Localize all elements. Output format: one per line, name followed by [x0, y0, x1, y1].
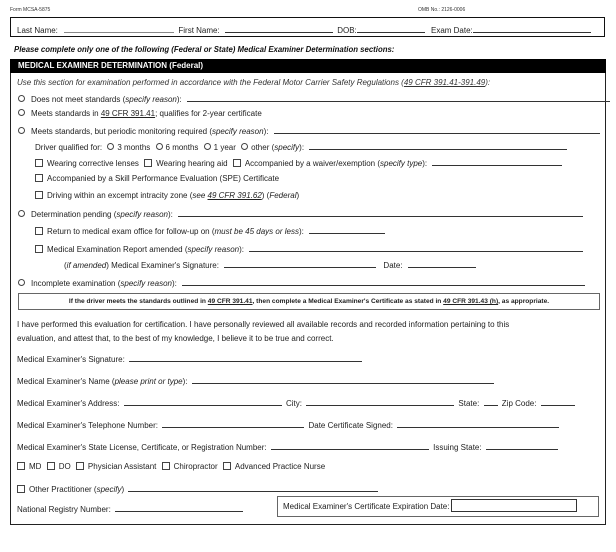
- patient-info-row: [17, 24, 591, 35]
- checkbox-advanced-practice-nurse[interactable]: [223, 462, 231, 470]
- options-qualified-durations-3-text: other (: [251, 143, 275, 152]
- last-name-label: Last Name:: [17, 26, 58, 35]
- checkbox-waiver[interactable]: [233, 159, 241, 167]
- options-return-italic-text: must be 45 days or less: [214, 227, 299, 236]
- instruction-text: Please complete only one of the following (Federal or State) Medical Examiner Determination sections:: [14, 45, 395, 54]
- examiner-credentials-2-text: Physician Assistant: [87, 462, 157, 471]
- issuing-state-field[interactable]: [486, 441, 558, 450]
- options-conditions-waiver-suffix-text: ):: [422, 159, 428, 168]
- qualified-other-field[interactable]: [309, 141, 567, 150]
- examiner-zip-field[interactable]: [541, 397, 575, 406]
- options-conditions-waiver-italic-text: specify type: [380, 159, 423, 168]
- section-intro: [17, 78, 490, 87]
- spe-row: [35, 174, 279, 183]
- info-box-suffix-text: , as appropriate.: [498, 298, 550, 305]
- qualified-for-label: Driver qualified for:: [35, 143, 103, 152]
- examiner-signature-label-text: Medical Examiner's Signature:: [17, 355, 125, 364]
- incomplete-reason-field[interactable]: [182, 277, 585, 286]
- examiner-name-field[interactable]: [192, 375, 494, 384]
- option-incomplete: [18, 277, 585, 288]
- examiner-license-label-text: Medical Examiner's State License, Certificate, or Registration Number:: [17, 443, 267, 452]
- certificate-instruction-box: [18, 293, 600, 310]
- examiner-phone-label-text: Medical Examiner's Telephone Number:: [17, 421, 159, 430]
- form-number: Form MCSA-5875: [10, 7, 51, 13]
- last-name-field[interactable]: [64, 24, 174, 33]
- options-amended-sig-italic-text: if amended: [66, 261, 107, 270]
- amended-reason-field[interactable]: [249, 243, 583, 252]
- examiner-credentials-4-text: Advanced Practice Nurse: [234, 462, 326, 471]
- options-conditions-intracity-suffix-text: ): [296, 191, 300, 200]
- examiner-zip-label-text: Zip Code:: [501, 399, 537, 408]
- radio-incomplete[interactable]: [18, 279, 25, 286]
- intracity-row: [35, 191, 299, 200]
- first-name-label: First Name:: [178, 26, 220, 35]
- checkbox-corrective-lenses[interactable]: [35, 159, 43, 167]
- radio-other[interactable]: [241, 143, 248, 150]
- options-qualified-other-suffix-text: ):: [299, 143, 305, 152]
- options-periodic-label-text: Meets standards, but periodic monitoring required (: [31, 127, 212, 136]
- section-title: MEDICAL EXAMINER DETERMINATION: [18, 61, 168, 70]
- section-intro-prefix-text: Use this section for examination performed in accordance with the Federal Motor Carrier Safety Regulations (: [17, 78, 404, 87]
- first-name-field[interactable]: [225, 24, 333, 33]
- cfr-link-391-41[interactable]: 49 CFR 391.41: [100, 109, 156, 118]
- return-row: [35, 225, 385, 236]
- exam-date-label: Exam Date:: [430, 26, 473, 35]
- info-box-prefix-text: If the driver meets the standards outlined in: [68, 298, 208, 305]
- registry-number-field[interactable]: [115, 503, 243, 512]
- section-title-suffix: (Federal): [169, 61, 204, 70]
- return-date-field[interactable]: [309, 225, 385, 234]
- options-amended-sig-label-text: ) Medical Examiner's Signature:: [106, 261, 219, 270]
- amended-signature-row: [64, 259, 476, 270]
- examiner-registry-label-text: National Registry Number:: [17, 505, 111, 514]
- examiner-other-suffix-text: ): [121, 485, 125, 494]
- examiner-name-suffix-text: ):: [182, 377, 188, 386]
- options-pending-suffix-text: ):: [167, 210, 173, 219]
- options-conditions-hearing-text: Wearing hearing aid: [156, 159, 228, 168]
- radio-pending[interactable]: [18, 210, 25, 217]
- examiner-state-field[interactable]: [484, 397, 498, 406]
- options-conditions-lenses-text: Wearing corrective lenses: [47, 159, 139, 168]
- radio-6-months[interactable]: [156, 143, 163, 150]
- option-pending: [18, 208, 583, 219]
- examiner-credentials-3-text: Chiropractor: [173, 462, 218, 471]
- registry-row: [17, 503, 243, 514]
- cert-expiration-label: Medical Examiner's Certificate Expiration Date:: [283, 502, 450, 511]
- options-not-meet-italic-text: specify reason: [125, 95, 177, 104]
- info-box-mid-text: , then complete a Medical Examiner's Certificate as stated in: [252, 298, 444, 305]
- address-row: [17, 397, 575, 408]
- options-meets-suffix-text: ; qualifies for 2-year certificate: [155, 109, 262, 118]
- examiner-issuing-state-label-text: Issuing State:: [433, 443, 482, 452]
- checkbox-return-followup[interactable]: [35, 227, 43, 235]
- options-incomplete-label-text: Incomplete examination (: [31, 279, 121, 288]
- options-incomplete-suffix-text: ):: [171, 279, 177, 288]
- checkbox-hearing-aid[interactable]: [144, 159, 152, 167]
- options-periodic-italic-text: specify reason: [211, 127, 264, 136]
- phone-row: [17, 419, 559, 430]
- attestation-line-1: I have performed this evaluation for certification. I have personally reviewed all available records and recorded information pertaining to this: [17, 320, 510, 329]
- options-conditions-spe-text: Accompanied by a Skill Performance Evaluation (SPE) Certificate: [47, 174, 280, 183]
- options-return-suffix-text: ):: [298, 227, 304, 236]
- conditions-row: [35, 157, 562, 168]
- options-periodic-suffix-text: ):: [263, 127, 269, 136]
- checkbox-intracity[interactable]: [35, 191, 43, 199]
- options-amended-suffix-text: ):: [239, 245, 244, 254]
- option-meets-standards: [18, 109, 262, 118]
- options-qualified-durations-1-text: 6 months: [165, 143, 199, 152]
- radio-3-months[interactable]: [107, 143, 114, 150]
- checkbox-physician-assistant[interactable]: [76, 462, 84, 470]
- examiner-name-label-text: Medical Examiner's Name (: [17, 377, 115, 386]
- amended-signature-field[interactable]: [224, 259, 376, 268]
- cert-expiration-box: [277, 496, 599, 517]
- name-row: [17, 375, 494, 386]
- cfr-link-391-43h[interactable]: 49 CFR 391.43 (h): [443, 298, 499, 305]
- driver-qualified-row: [35, 141, 567, 152]
- examiner-date-signed-label-text: Date Certificate Signed:: [308, 421, 393, 430]
- cert-expiration-field[interactable]: [451, 499, 577, 512]
- examiner-address-label-text: Medical Examiner's Address:: [17, 399, 120, 408]
- options-pending-italic-text: specify reason: [116, 210, 168, 219]
- examiner-other-label-text: Other Practitioner (: [29, 485, 97, 494]
- amended-date-field[interactable]: [408, 259, 476, 268]
- options-conditions-intracity-italic-text: see: [192, 191, 208, 200]
- option-does-not-meet: [18, 93, 610, 104]
- options-qualified-durations-2-text: 1 year: [213, 143, 236, 152]
- radio-does-not-meet[interactable]: [18, 95, 25, 102]
- dob-field[interactable]: [357, 24, 425, 33]
- examiner-state-label-text: State:: [458, 399, 480, 408]
- does-not-meet-reason-field[interactable]: [187, 93, 610, 102]
- exam-date-field[interactable]: [473, 24, 591, 33]
- option-periodic-monitoring: [18, 125, 600, 136]
- cfr-link-391-41-info[interactable]: 49 CFR 391.41: [207, 298, 253, 305]
- amended-row: [35, 243, 583, 254]
- examiner-address-field[interactable]: [124, 397, 282, 406]
- other-practitioner-row: [17, 483, 378, 494]
- options-not-meet-suffix-text: ):: [176, 95, 182, 104]
- section-intro-suffix-text: ):: [485, 78, 491, 87]
- checkbox-spe[interactable]: [35, 174, 43, 182]
- options-conditions-intracity-fed-text: Federal: [269, 191, 297, 200]
- checkbox-md[interactable]: [17, 462, 25, 470]
- options-pending-label-text: Determination pending (: [31, 210, 117, 219]
- checkbox-chiropractor[interactable]: [162, 462, 170, 470]
- options-qualified-other-italic-text: specify: [274, 143, 300, 152]
- checkbox-do[interactable]: [47, 462, 55, 470]
- attestation-line-2: evaluation, and attest that, to the best of my knowledge, I believe it to be true and correct.: [17, 334, 334, 343]
- options-meets-prefix-text: Meets standards in: [31, 109, 101, 118]
- examiner-name-italic-text: please print or type: [114, 377, 183, 386]
- examiner-credentials-0-text: MD: [29, 462, 42, 471]
- cfr-link-391-62[interactable]: 49 CFR 391.62: [207, 191, 262, 200]
- options-conditions-intracity-prefix-text: Driving within an excempt intracity zone (: [47, 191, 193, 200]
- radio-1-year[interactable]: [204, 143, 211, 150]
- options-not-meet-label-text: Does not meet standards (: [31, 95, 126, 104]
- options-conditions-intracity-mid-text: ) (: [261, 191, 270, 200]
- examiner-phone-field[interactable]: [162, 419, 304, 428]
- radio-meets-standards[interactable]: [18, 109, 25, 116]
- examiner-signature-field[interactable]: [129, 353, 362, 362]
- omb-number: OMB No.: 2126-0006: [418, 7, 466, 13]
- checkbox-report-amended[interactable]: [35, 245, 43, 253]
- date-signed-field[interactable]: [397, 419, 559, 428]
- cfr-link-391-41-49[interactable]: 49 CFR 391.41-391.49: [403, 78, 486, 87]
- options-conditions-waiver-prefix-text: Accompanied by a waiver/exemption (: [244, 159, 380, 168]
- radio-periodic-monitoring[interactable]: [18, 127, 25, 134]
- credentials-row: [17, 462, 325, 471]
- dob-label: DOB:: [337, 26, 357, 35]
- examiner-city-field[interactable]: [306, 397, 454, 406]
- other-practitioner-field[interactable]: [128, 483, 378, 492]
- section-header: [10, 59, 606, 73]
- options-amended-italic-text: specify reason: [187, 245, 240, 254]
- checkbox-other-practitioner[interactable]: [17, 485, 25, 493]
- examiner-credentials-1-text: DO: [58, 462, 71, 471]
- examiner-other-italic-text: specify: [96, 485, 122, 494]
- periodic-reason-field[interactable]: [274, 125, 600, 134]
- examiner-city-label-text: City:: [285, 399, 302, 408]
- waiver-type-field[interactable]: [432, 157, 562, 166]
- license-row: [17, 441, 558, 452]
- pending-reason-field[interactable]: [178, 208, 583, 217]
- options-amended-prefix-text: Medical Examination Report amended (: [47, 245, 188, 254]
- options-incomplete-italic-text: specify reason: [120, 279, 172, 288]
- signature-row: [17, 353, 362, 364]
- text-segment: (: [64, 261, 67, 270]
- options-return-prefix-text: Return to medical exam office for follow-up on (: [47, 227, 215, 236]
- options-amended-date-label-text: Date:: [383, 261, 403, 270]
- options-qualified-durations-0-text: 3 months: [117, 143, 151, 152]
- license-number-field[interactable]: [271, 441, 429, 450]
